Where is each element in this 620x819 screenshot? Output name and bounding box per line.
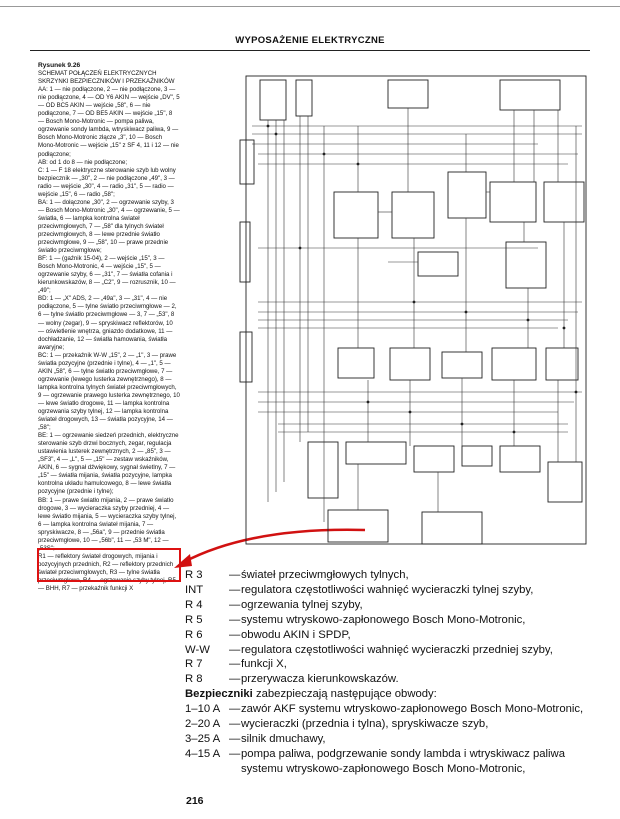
- fuse-key: 1–10 A: [185, 703, 221, 716]
- fuse-desc: wycieraczki (przednia i tylna), spryskiwacze szyb,: [241, 718, 489, 731]
- dash: —: [229, 628, 241, 641]
- red-highlight-box: [37, 548, 181, 582]
- relay-desc: regulatora częstotliwości wahnięć wycieraczki przedniej szyby,: [241, 643, 553, 656]
- relay-row: [185, 657, 605, 672]
- fuse-key: 4–15 A: [185, 747, 221, 760]
- relay-key: R 8: [185, 673, 203, 686]
- fuses-intro: zabezpieczają następujące obwody:: [255, 688, 437, 701]
- caption-paragraph: AB: od 1 do 8 — nie podłączone;: [38, 158, 128, 166]
- fuse-row: [185, 747, 605, 777]
- relay-desc: funkcji X,: [241, 658, 287, 671]
- relay-row: [185, 628, 605, 643]
- figure-number: Rysunek 9.26: [38, 62, 81, 69]
- fuse-desc: silnik dmuchawy,: [241, 732, 326, 745]
- fuses-heading: [185, 687, 605, 702]
- relay-desc: regulatora częstotliwości wahnięć wycieraczki tylnej szyby,: [241, 583, 534, 596]
- fuse-key: 3–25 A: [185, 732, 221, 745]
- relay-key: INT: [185, 583, 204, 596]
- fuse-row: [185, 732, 605, 747]
- caption-paragraph: BD: 1 — „X" ADS, 2 — „49a", 3 — „31", 4 — nie podłączone, 5 — tylne światło przeciwmgłowe — 2, 6 — tylne światło przeciwmgłowe — 3, 7 — „53", 8 — wolny (zegar), 9 — spryskiwacz reflektorów, 10 — oświetlenie wnętrza, gniazdo dodatkowe, 11 — dochładzanie, 12 — światła hamowania, światła awaryjne;: [38, 295, 177, 351]
- relay-desc: obwodu AKIN i SPDP,: [241, 628, 351, 641]
- relay-key: W-W: [185, 643, 210, 656]
- dash: —: [229, 747, 241, 760]
- dash: —: [229, 732, 241, 745]
- dash: —: [229, 569, 241, 581]
- fuse-row: [185, 702, 605, 717]
- caption-paragraph: BF: 1 — (gaźnik 15-04), 2 — wejście „15", 3 — Bosch Mono-Motronic, 4 — wejście „15", 5 — ogrzewanie szyby, 6 — „31", 7 — światła cofania i kierunkowskazów, 8 — „C2", 9 — rozrusznik, 10 — „49";: [38, 255, 176, 295]
- figure-title: SCHEMAT POŁĄCZEŃ ELEKTRYCZNYCH SKRZYNKI BEZPIECZNIKÓW I PRZEKAŹNIKÓW: [38, 70, 175, 86]
- relay-row: [185, 568, 605, 583]
- relay-desc: ogrzewania tylnej szyby,: [241, 598, 363, 611]
- fuse-row: [185, 717, 605, 732]
- dash: —: [229, 673, 241, 686]
- caption-paragraph: BC: 1 — przekaźnik W-W „15", 2 — „1", 3 — prawe światła pozycyjne (przednie i tylne), 4 — „1", 5 — AKIN „58", 6 — tylne światło przeciwmgłowe, 7 — ogrzewanie (lewego lusterka zewnętrznego), 8 — lampka kontrolna tylnych świateł przeciwmgłowych, 9 — ogrzewanie prawego lusterka zewnętrznego, 10 — lewe światło drogowe, 11 — lampka kontrolna ogrzewania szyby tylnej, 12 — lampka kontrolna świateł drogowych, 13 — światła pozycyjne, 14 — „58";: [38, 351, 180, 432]
- relay-row: [185, 583, 605, 598]
- page-number: 216: [186, 795, 204, 807]
- relay-desc: systemu wtryskowo-zapłonowego Bosch Mono-Motronic,: [241, 613, 526, 626]
- relay-desc: przerywacza kierunkowskazów.: [241, 673, 399, 686]
- caption-paragraph: BE: 1 — ogrzewanie siedzeń przednich, elektryczne sterowanie szyb drzwi bocznych, zegar, regulacja ustawienia lusterek zewnętrznych, 2 — „85", 3 — „SF3", 4 — „L", 5 — „15" — zestaw wskaźników, AKIN, 6 — sygnał dźwiękowy, sygnał świetlny, 7 — „15" — światła mijania, światła pozycyjne, lampka kontrolna układu hamulcowego, 8 — lewe światła pozycyjne (przednie i tylne);: [38, 432, 179, 496]
- figure-caption: [38, 62, 180, 593]
- dash: —: [229, 613, 241, 626]
- relay-key: R 6: [185, 628, 203, 641]
- fuse-desc: pompa paliwa, podgrzewanie sondy lambda i wtryskiwacz paliwa systemu wtryskowo-zapłonowego Bosch Mono-Motronic,: [241, 747, 566, 775]
- relay-key: R 4: [185, 598, 203, 611]
- dash: —: [229, 598, 241, 611]
- caption-paragraph: R1 — reflektory świateł drogowych, mijania i pozycyjnych przednich, R2 — reflektory przednich świateł przeciwmgłowych, R3 — tylne światła przeciwmgłowe, R4 — ogrzewanie szyby tylnej, R5 — BHH, R7 — przekaźnik funkcji X: [38, 552, 176, 593]
- page-header: WYPOSAŻENIE ELEKTRYCZNE: [235, 35, 385, 46]
- dash: —: [229, 658, 241, 671]
- caption-paragraph: BA: 1 — dołączone „30", 2 — ogrzewanie szyby, 3 — Bosch Mono-Motronic „30", 4 — ogrzewanie, 5 — światła, 6 — lampka kontrolna świateł przeciwmgłowych, 7 — „58" dla tylnych świateł przeciwmgłowych, 8 — lewe przednie światło przeciwmgłowe, 9 — „58", 10 — prawe przednie światło przeciwmgłowe;: [38, 198, 180, 255]
- relay-key: R 5: [185, 613, 203, 626]
- wiring-diagram: [238, 62, 598, 557]
- fuse-key: 2–20 A: [185, 718, 221, 731]
- caption-paragraph: C: 1 — F 18 elektryczne sterowanie szyb lub wolny bezpiecznik — „30", 2 — nie podłączone „49", 3 — radio — wejście „30", 4 — radio „31", 5 — radio — wejście „15", 6 — radio „58";: [38, 166, 176, 198]
- fuses-title: Bezpieczniki: [185, 688, 253, 701]
- dash: —: [229, 703, 241, 716]
- caption-paragraph: AA: 1 — nie podłączone, 2 — nie podłączone, 3 — nie podłączone, 4 — OD Y6 AKIN — wejście „DV", 5 — OD BC5 AKIN — wejście „58", 6 — nie podłączone, 7 — OD BE5 AKIN — wejście „15", 8 — Bosch Mono-Motronic — pompa paliwa, ogrzewanie sondy lambda, wtryskiwacz paliwa, 9 — Bosch Mono-Motronic złącze „3", 10 — Bosch Mono-Motronic — wejście „15" z SF 4, 11 i 12 — nie podłączone;: [38, 86, 180, 158]
- top-edge: [0, 0, 620, 7]
- dash: —: [229, 583, 241, 596]
- relay-row: [185, 598, 605, 613]
- dash: —: [229, 643, 241, 656]
- dash: —: [229, 718, 241, 731]
- relay-row: [185, 613, 605, 628]
- relay-key: R 7: [185, 658, 203, 671]
- legend: [185, 568, 605, 777]
- caption-paragraph: BB: 1 — prawe światło mijania, 2 — prawe światło drogowe, 3 — wycieraczka szyby przedniej, 4 — lewe światło mijania, 5 — wycieraczka szyby tylnej, 6 — lampka kontrolna świateł mijania, 7 — spryskiwacze, 8 — „56a", 9 — przednie światła przeciwmgłowe, 10 — „56b", 11 — „53 M", 12 — „53S";: [38, 496, 177, 552]
- header-rule: [30, 50, 590, 51]
- relay-row: [185, 672, 605, 687]
- relay-row: [185, 643, 605, 658]
- relay-desc: świateł przeciwmgłowych tylnych,: [241, 569, 409, 581]
- fuse-desc: zawór AKF systemu wtryskowo-zapłonowego Bosch Mono-Motronic,: [241, 703, 584, 716]
- relay-key: R 3: [185, 569, 203, 581]
